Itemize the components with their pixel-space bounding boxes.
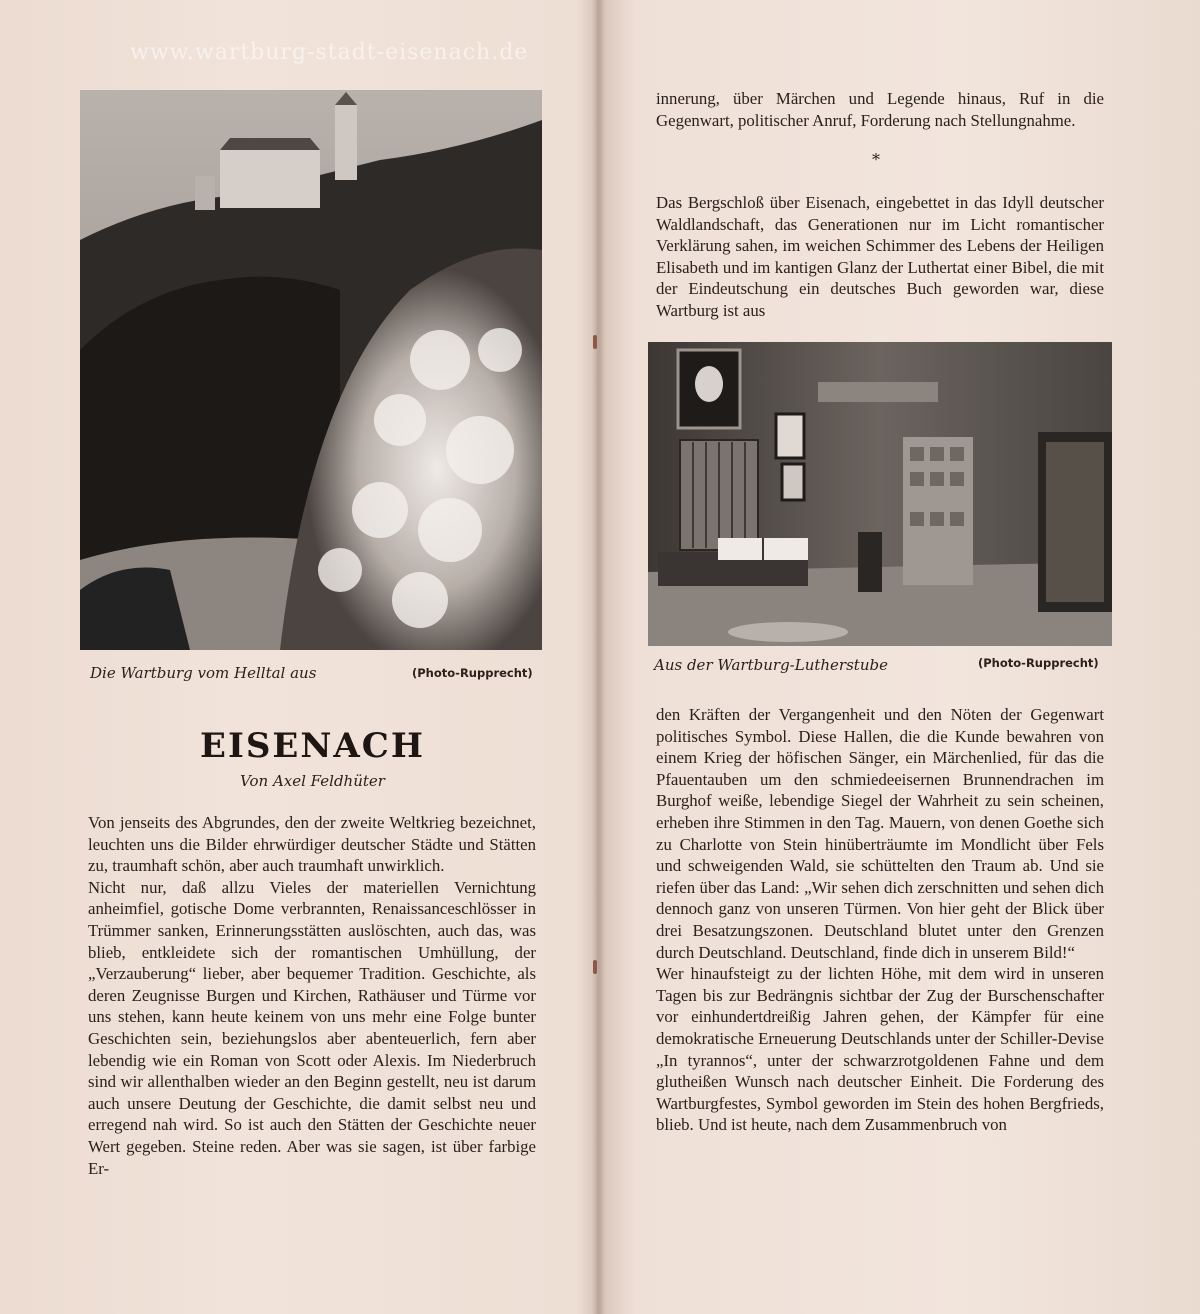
watermark: www.wartburg-stadt-eisenach.de [130, 40, 529, 65]
left-column-text [88, 812, 536, 1179]
article-title: EISENACH [200, 726, 425, 766]
paragraph: Von jenseits des Abgrundes, den der zweite Weltkrieg bezeichnet, leuchten uns die Bilder ehrwürdiger deutscher Städte und Stätten zu, traumhaft schön, aber auch traumhaft unwirklich. [88, 813, 536, 876]
spine-fold [592, 0, 604, 1314]
right-column-top-text [656, 88, 1104, 131]
paragraph: den Kräften der Vergangenheit und den Nöten der Gegenwart politisches Symbol. Diese Hallen, die die Kunde bewahren von einem Krieg der höfischen Sänger, ein Märchenlied, für das die Pfauentauben um den schmiedeeisernen Brunnendrachen im Burghof weiße, lebendige Siegel der Wahrheit zu sein scheinen, erheben ihre Stimmen in den Tag. Mauern, von denen Goethe sich zu Charlotte von Stein hinüberträumte im Mondlicht über Fels und schweigenden Wald, sie schüttelten den Traum ab. Und sie riefen über das Land: „Wir sehen dich zerschnitten und sehen dich dennoch ganz von unseren Türmen. Von hier geht der Blick über drei Besatzungszonen. Deutschland blutet unter den Grenzen durch Deutschland. Deutschland, finde dich in unserem Bild!“ [656, 705, 1104, 962]
paragraph: Wer hinaufsteigt zu der lichten Höhe, mit dem wird in unseren Tagen bis zur Bedrängnis sichtbar der Zug der Burschenschafter vor einhundertdreißig Jahren gehen, der Kämpfer für eine demokratische Erneuerung Deutschlands unter der Schiller-Devise „In tyrannos“, unter der schwarzrotgoldenen Fahne und dem glutheißen Wunsch nach deutscher Einheit. Die Forderung des Wartburgfestes, Symbol geworden im Stein des hohen Bergfrieds, blieb. Und ist heute, nach dem Zusammenbruch von [656, 964, 1104, 1135]
right-column-text [656, 704, 1104, 1136]
section-separator: * [872, 150, 880, 169]
photo-credit: (Photo-Rupprecht) [412, 666, 533, 680]
paragraph: Das Bergschloß über Eisenach, eingebettet in das Idyll deutscher Waldlandschaft, das Generationen nur im Licht romantischer Verklärung sahen, im weichen Schimmer des Lebens der Heiligen Elisabeth und im kantigen Glanz der Luthertat einer Bibel, die mit der Eindeutschung ein deutsches Buch geworden war, diese Wartburg ist aus [656, 193, 1104, 320]
staple-mark [593, 335, 597, 349]
photo-wartburg-helltal [80, 90, 542, 650]
photo-caption: Die Wartburg vom Helltal aus [90, 664, 317, 682]
photo-caption: Aus der Wartburg-Lutherstube [654, 656, 888, 674]
photo-lutherstube [648, 342, 1112, 646]
staple-mark [593, 960, 597, 974]
paragraph: Nicht nur, daß allzu Vieles der materiellen Vernichtung anheimfiel, gotische Dome verbrannten, Renaissanceschlösser in Trümmer sanken, Erinnerungsstätten auslöschten, auch das, was blieb, entkleidete sich der romantischen Umhüllung, der „Verzauberung“ lieber, aber bequemer Tradition. Geschichte, als deren Zeugnisse Burgen und Kirchen, Rathäuser und Türme vor uns stehen, kann heute keinem von uns mehr eine Folge bunter Geschichten sein, beziehungslos aber abenteuerlich, fern aber lebendig wie ein Roman von Scott oder Alexis. Im Niederbruch sind wir allenthalben wieder an den Beginn gestellt, neu ist darum auch unsere Deutung der Geschichte, die damit selbst neu und erregend nah wird. So ist auch den Stätten der Geschichte neuer Wert gegeben. Steine reden. Aber was sie sagen, ist über farbige Er- [88, 877, 536, 1178]
right-column-intro-text [656, 192, 1104, 322]
photo-credit: (Photo-Rupprecht) [978, 656, 1099, 670]
article-byline: Von Axel Feldhüter [240, 772, 385, 790]
paragraph: innerung, über Märchen und Legende hinaus, Ruf in die Gegenwart, politischer Anruf, Forderung nach Stellungnahme. [656, 89, 1104, 130]
